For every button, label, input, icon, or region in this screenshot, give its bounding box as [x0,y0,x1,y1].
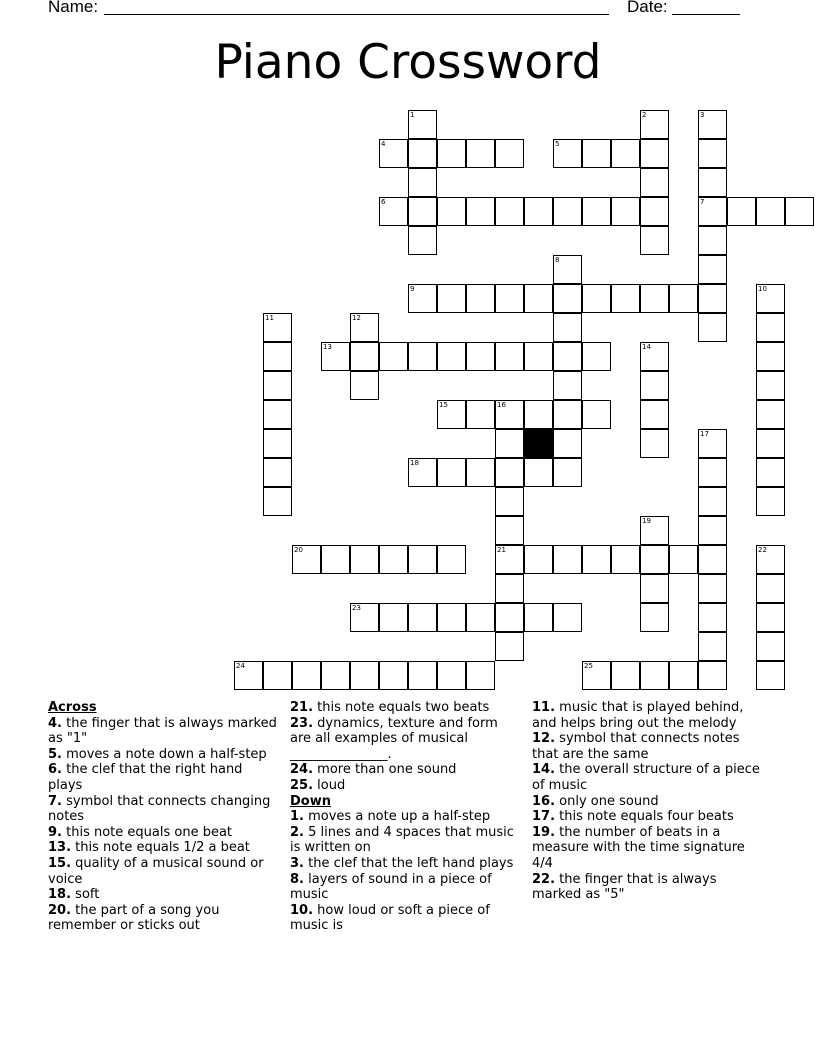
crossword-cell[interactable] [553,458,582,487]
clue-text: dynamics, texture and form are all examples of musical _______________. [290,715,498,762]
crossword-cell[interactable] [698,429,727,458]
crossword-cell[interactable] [408,168,437,197]
clue-number-label: 8. [290,871,304,887]
clue-number: 23 [352,604,361,612]
clue-number-label: 5. [48,746,62,762]
crossword-cell[interactable] [553,284,582,313]
crossword-cell[interactable] [408,197,437,226]
clue-text: the clef that the left hand plays [308,855,514,871]
crossword-cell[interactable] [350,342,379,371]
clue-item [532,794,764,810]
crossword-cell[interactable] [321,342,350,371]
date-label: Date: [627,0,668,16]
clue-item [532,809,764,825]
crossword-cell[interactable] [495,516,524,545]
crossword-cell[interactable] [495,603,524,632]
crossword-cell[interactable] [756,400,785,429]
crossword-cell[interactable] [756,197,785,226]
crossword-cell[interactable] [379,545,408,574]
crossword-cell[interactable] [524,603,553,632]
clue-number: 14 [642,343,651,351]
crossword-cell[interactable] [756,632,785,661]
crossword-cell[interactable] [611,545,640,574]
crossword-cell[interactable] [466,400,495,429]
crossword-cell[interactable] [698,487,727,516]
crossword-cell[interactable] [611,197,640,226]
clue-item [48,794,280,825]
clue-list [532,700,764,903]
crossword-cell[interactable] [640,603,669,632]
crossword-cell[interactable] [495,197,524,226]
crossword-cell[interactable] [582,139,611,168]
page-title: Piano Crossword [214,35,602,90]
crossword-cell[interactable] [466,342,495,371]
clue-number: 16 [497,401,506,409]
clue-number-label: 4. [48,715,62,731]
crossword-cell[interactable] [553,545,582,574]
crossword-cell[interactable] [495,632,524,661]
crossword-cell[interactable] [640,516,669,545]
crossword-cell[interactable] [524,342,553,371]
crossword-cell[interactable] [437,458,466,487]
crossword-cell[interactable] [524,545,553,574]
clue-list [48,716,280,934]
clue-list [290,809,522,934]
crossword-cell[interactable] [495,458,524,487]
crossword-cell[interactable] [582,545,611,574]
clue-text: more than one sound [317,762,457,778]
crossword-cell[interactable] [698,632,727,661]
crossword-cell[interactable] [263,661,292,690]
clue-text: layers of sound in a piece of music [290,871,492,903]
clue-number: 2 [642,111,647,119]
clue-number: 20 [294,546,303,554]
crossword-cell[interactable] [437,661,466,690]
crossword-cell[interactable] [698,574,727,603]
clue-number-label: 3. [290,855,304,871]
crossword-cell[interactable] [263,458,292,487]
crossword-cell[interactable] [408,342,437,371]
clue-item [48,762,280,793]
clue-number-label: 18. [48,887,72,903]
clue-item [48,887,280,903]
clue-number-label: 11. [532,700,556,715]
clue-text: 5 lines and 4 spaces that music is written on [290,824,514,856]
clue-number-label: 17. [532,809,556,825]
crossword-cell[interactable] [611,284,640,313]
clue-text: the overall structure of a piece of music [532,762,760,793]
crossword-cell[interactable] [698,255,727,284]
clue-text: moves a note down a half-step [66,746,267,762]
crossword-cell[interactable] [466,603,495,632]
crossword-cell[interactable] [495,284,524,313]
crossword-cell[interactable] [437,400,466,429]
crossword-cell[interactable] [640,168,669,197]
clue-number: 1 [410,111,415,119]
clue-number-label: 1. [290,809,304,825]
clue-number: 4 [381,140,386,148]
crossword-cell[interactable] [727,197,756,226]
crossword-cell[interactable] [553,255,582,284]
crossword-cell[interactable] [640,139,669,168]
crossword-cell[interactable] [640,197,669,226]
crossword-cell[interactable] [640,284,669,313]
crossword-cell[interactable] [350,371,379,400]
crossword-cell[interactable] [756,661,785,690]
clue-number: 21 [497,546,506,554]
clue-text: only one sound [559,793,659,809]
clue-number-label: 21. [290,700,314,715]
crossword-cell[interactable] [553,603,582,632]
clue-number: 13 [323,343,332,351]
crossword-cell[interactable] [408,226,437,255]
clue-text: the part of a song you remember or sticks out [48,902,220,934]
crossword-cell[interactable] [640,110,669,139]
clue-item [48,825,280,841]
clue-list [290,700,522,794]
crossword-cell[interactable] [350,313,379,342]
crossword-cell[interactable] [408,284,437,313]
crossword-cell[interactable] [234,661,263,690]
clue-number-label: 20. [48,902,72,918]
crossword-cell[interactable] [553,313,582,342]
clue-item [48,716,280,747]
clue-number: 19 [642,517,651,525]
crossword-cell[interactable] [640,226,669,255]
clue-text: moves a note up a half-step [308,809,491,825]
clue-text: soft [75,887,100,903]
clue-text: loud [317,777,346,793]
crossword-cell[interactable] [756,487,785,516]
crossword-cell[interactable] [669,545,698,574]
clue-number: 15 [439,401,448,409]
clue-text: this note equals one beat [66,824,233,840]
crossword-cell[interactable] [495,342,524,371]
crossword-cell[interactable] [263,342,292,371]
crossword-cell[interactable] [582,661,611,690]
crossword-cell[interactable] [756,313,785,342]
crossword-cell[interactable] [350,545,379,574]
clue-text: the finger that is always marked as "5" [532,871,717,903]
across-clues-column-1 [48,700,280,934]
clue-number-label: 19. [532,824,556,840]
crossword-cell[interactable] [466,458,495,487]
crossword-cell[interactable] [698,313,727,342]
clue-number: 6 [381,198,386,206]
clue-text: symbol that connects notes that are the same [532,731,740,762]
clue-text: this note equals 1/2 a beat [75,840,250,856]
clue-number-label: 12. [532,731,556,747]
crossword-cell[interactable] [698,661,727,690]
crossword-cell[interactable] [379,342,408,371]
clue-number-label: 16. [532,793,556,809]
clue-number-label: 23. [290,715,314,731]
crossword-cell[interactable] [408,110,437,139]
clue-text: this note equals four beats [559,809,734,825]
crossword-cell[interactable] [640,545,669,574]
crossword-cell[interactable] [495,400,524,429]
crossword-cell[interactable] [553,342,582,371]
crossword-cell[interactable] [756,603,785,632]
crossword-cell[interactable] [524,284,553,313]
crossword-cell[interactable] [350,661,379,690]
clue-number: 25 [584,662,593,670]
crossword-cell[interactable] [379,661,408,690]
crossword-cell[interactable] [756,342,785,371]
crossword-cell[interactable] [263,487,292,516]
crossword-cell[interactable] [553,371,582,400]
clue-item [290,903,522,934]
across-heading: Across [48,700,97,715]
crossword-cell[interactable] [698,226,727,255]
crossword-cell[interactable] [292,545,321,574]
clue-number-label: 14. [532,762,556,778]
clue-item [290,856,522,872]
crossword-cell[interactable] [466,197,495,226]
clue-text: symbol that connects changing notes [48,793,271,825]
crossword-cell[interactable] [640,371,669,400]
crossword-cell[interactable] [495,545,524,574]
crossword-cell[interactable] [698,603,727,632]
crossword-cell[interactable] [640,661,669,690]
clue-text: the number of beats in a measure with the time signature 4/4 [532,824,745,871]
crossword-cell[interactable] [698,110,727,139]
crossword-cell[interactable] [263,429,292,458]
clue-item [290,700,522,716]
crossword-cell[interactable] [756,429,785,458]
clue-item [290,778,522,794]
crossword-cell[interactable] [640,574,669,603]
crossword-cell[interactable] [611,139,640,168]
crossword-cell[interactable] [698,139,727,168]
down-heading: Down [290,793,331,809]
crossword-cell[interactable] [466,284,495,313]
crossword-cell[interactable] [495,429,524,458]
crossword-cell[interactable] [263,371,292,400]
crossword-cell[interactable] [698,545,727,574]
crossword-cell[interactable] [408,545,437,574]
clue-item [532,825,764,872]
clue-number: 24 [236,662,245,670]
crossword-cell[interactable] [495,574,524,603]
clue-item [532,700,764,731]
crossword-cell[interactable] [466,139,495,168]
crossword-cell[interactable] [756,371,785,400]
crossword-cell[interactable] [756,458,785,487]
crossword-cell[interactable] [408,139,437,168]
crossword-cell[interactable] [263,313,292,342]
crossword-cell[interactable] [524,197,553,226]
clue-number-label: 6. [48,762,62,778]
clue-number: 3 [700,111,705,119]
clue-number: 17 [700,430,709,438]
crossword-cell[interactable] [582,284,611,313]
clue-item [532,872,764,903]
crossword-cell[interactable] [669,284,698,313]
clue-item [290,872,522,903]
crossword-cell[interactable] [553,429,582,458]
crossword-cell[interactable] [495,487,524,516]
clue-item [48,747,280,763]
crossword-cell[interactable] [321,661,350,690]
crossword-cell[interactable] [350,603,379,632]
crossword-cell[interactable] [553,139,582,168]
clue-text: this note equals two beats [317,700,490,715]
crossword-cell[interactable] [437,545,466,574]
crossword-cell[interactable] [408,661,437,690]
crossword-cell[interactable] [640,429,669,458]
clue-number-label: 10. [290,902,314,918]
crossword-cell[interactable] [582,342,611,371]
crossword-cell[interactable] [263,400,292,429]
clue-number: 22 [758,546,767,554]
clue-number: 11 [265,314,274,322]
clue-number-label: 9. [48,824,62,840]
black-cell [524,429,553,458]
clue-number: 5 [555,140,560,148]
crossword-cell[interactable] [292,661,321,690]
down-clues-column-3 [532,700,764,903]
crossword-cell[interactable] [321,545,350,574]
crossword-cell[interactable] [437,342,466,371]
clue-item [532,762,764,793]
clue-number-label: 2. [290,824,304,840]
crossword-cell[interactable] [524,400,553,429]
crossword-cell[interactable] [437,603,466,632]
clue-item [290,762,522,778]
clue-number-label: 24. [290,762,314,778]
crossword-cell[interactable] [408,603,437,632]
clue-text: the clef that the right hand plays [48,762,243,793]
crossword-cell[interactable] [640,400,669,429]
clue-number-label: 7. [48,793,62,809]
crossword-cell[interactable] [640,342,669,371]
crossword-cell[interactable] [611,661,640,690]
crossword-cell[interactable] [698,458,727,487]
crossword-cell[interactable] [698,168,727,197]
crossword-cell[interactable] [437,139,466,168]
clue-item [532,731,764,762]
crossword-cell[interactable] [698,197,727,226]
clue-number: 18 [410,459,419,467]
clue-text: quality of a musical sound or voice [48,855,264,887]
crossword-cell[interactable] [756,545,785,574]
crossword-cell[interactable] [698,516,727,545]
clue-number: 9 [410,285,415,293]
crossword-cell[interactable] [756,574,785,603]
crossword-cell[interactable] [698,284,727,313]
crossword-cell[interactable] [379,197,408,226]
crossword-cell[interactable] [553,400,582,429]
crossword-cell[interactable] [756,284,785,313]
name-label: Name: [48,0,99,16]
clue-number-label: 15. [48,855,72,871]
crossword-cell[interactable] [785,197,814,226]
clue-text: music that is played behind, and helps bring out the melody [532,700,744,731]
clue-number: 12 [352,314,361,322]
clue-text: the finger that is always marked as "1" [48,715,277,747]
clue-number-label: 13. [48,840,72,856]
clue-number: 7 [700,198,705,206]
clue-number: 10 [758,285,767,293]
clues-column-2 [290,700,522,934]
crossword-cell[interactable] [582,197,611,226]
crossword-cell[interactable] [379,139,408,168]
crossword-cell[interactable] [553,197,582,226]
clue-item [290,809,522,825]
clue-item [48,856,280,887]
crossword-cell[interactable] [437,284,466,313]
crossword-cell[interactable] [408,458,437,487]
clue-text: how loud or soft a piece of music is [290,902,490,934]
clue-item [48,840,280,856]
crossword-cell[interactable] [582,400,611,429]
clue-item [48,903,280,934]
clue-item [290,825,522,856]
crossword-cell[interactable] [495,139,524,168]
crossword-cell[interactable] [379,603,408,632]
clue-number-label: 25. [290,777,314,793]
clue-number: 8 [555,256,560,264]
crossword-cell[interactable] [437,197,466,226]
crossword-cell[interactable] [466,661,495,690]
crossword-cell[interactable] [669,661,698,690]
clue-item [290,716,522,763]
clue-number-label: 22. [532,871,556,887]
crossword-cell[interactable] [524,458,553,487]
